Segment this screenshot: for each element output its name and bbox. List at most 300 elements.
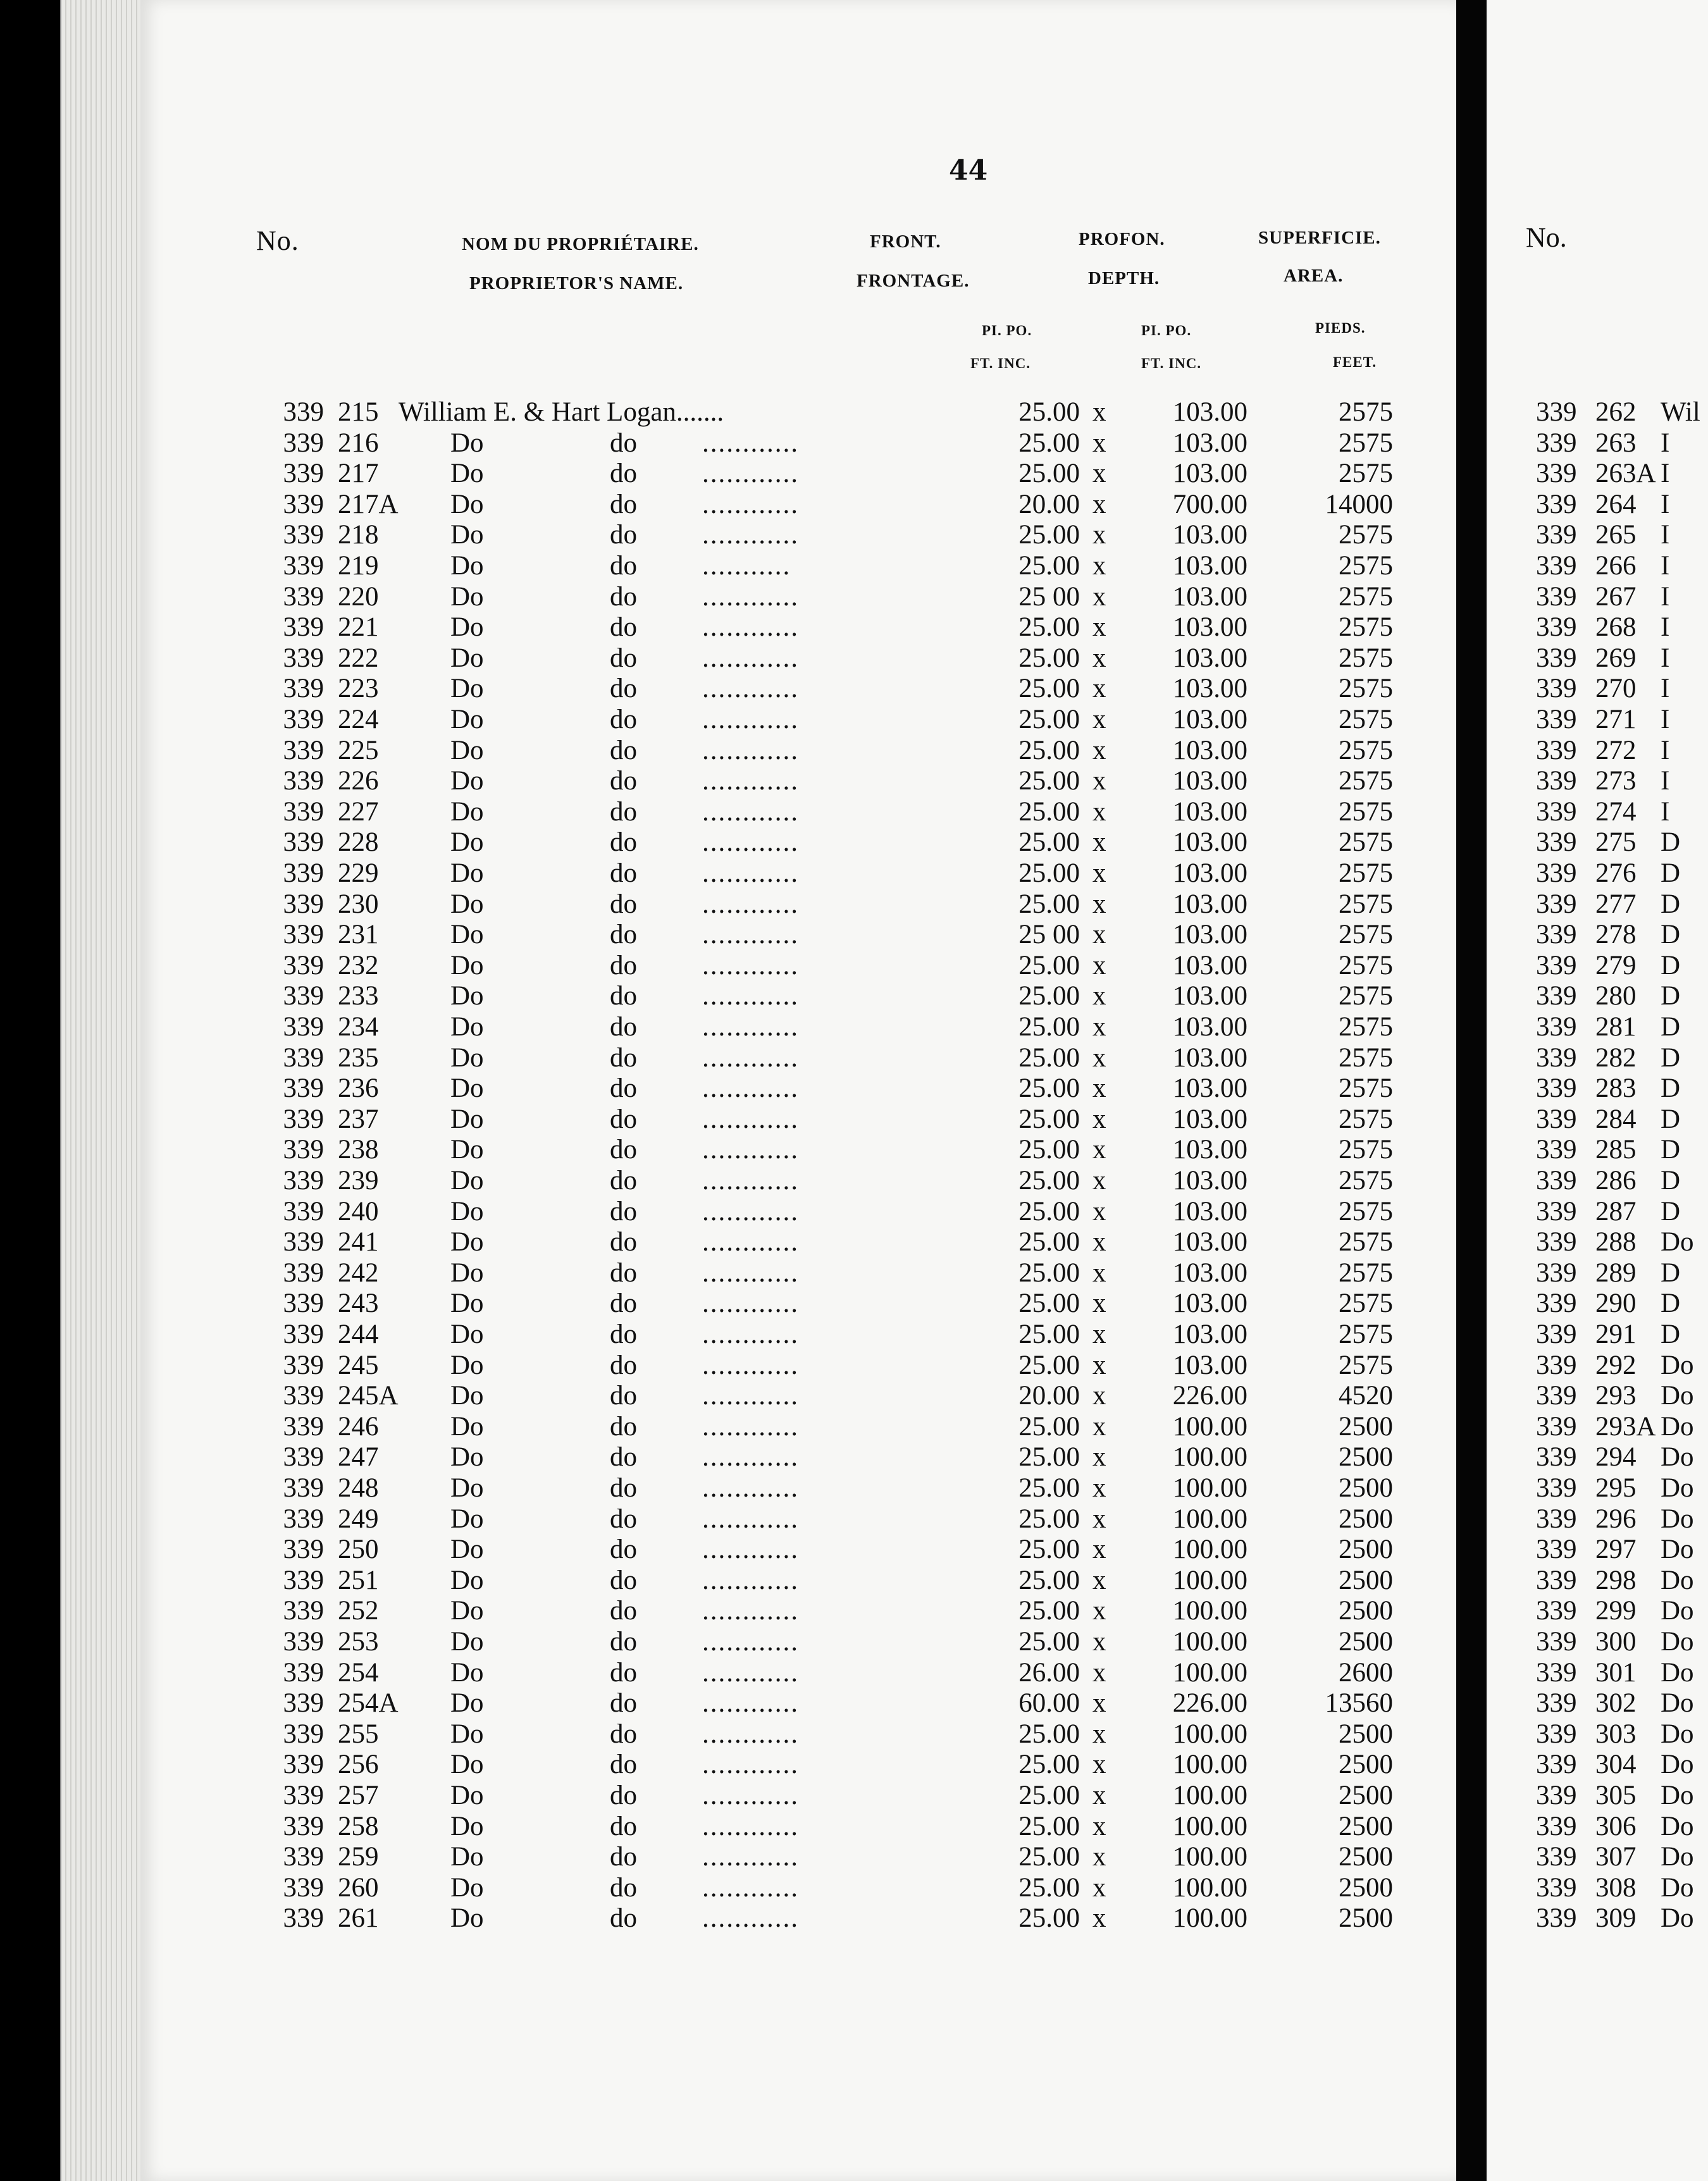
lot-number: 339: [283, 520, 324, 550]
area-value: 2600: [1339, 1658, 1393, 1688]
lot-number: 339: [283, 705, 324, 734]
table-row: [140, 675, 1456, 703]
area-value: 2500: [1339, 1596, 1393, 1626]
ditto-mark: do: [610, 858, 637, 888]
lot-number: 339: [283, 1596, 324, 1626]
proprietor-name: D: [1661, 827, 1681, 857]
ditto-name: Do: [450, 1812, 484, 1841]
lot-number: 339: [283, 643, 324, 673]
sub-lot-number: 238: [338, 1135, 379, 1165]
area-value: 2575: [1339, 459, 1393, 488]
leader-dots: ............: [702, 951, 799, 980]
lot-number: 339: [1536, 1073, 1577, 1103]
sub-lot-number: 302: [1595, 1688, 1637, 1718]
ditto-name: Do: [450, 1535, 484, 1564]
lot-number: 339: [283, 1442, 324, 1472]
leader-dots: ............: [702, 1197, 799, 1226]
lot-number: 339: [283, 1166, 324, 1196]
frontage-value: 25.00: [1018, 1012, 1080, 1042]
leader-dots: ............: [702, 1750, 799, 1779]
ditto-name: Do: [450, 1412, 484, 1442]
area-value: 2575: [1339, 797, 1393, 827]
proprietor-name: D: [1661, 1043, 1681, 1073]
table-row: [140, 429, 1456, 457]
times-sign: x: [1092, 736, 1106, 765]
lot-number: 339: [283, 1197, 324, 1226]
proprietor-name: D: [1661, 1166, 1681, 1196]
sub-lot-number: 290: [1595, 1288, 1637, 1318]
ditto-mark: do: [610, 951, 637, 980]
header-depth-en: DEPTH.: [1088, 268, 1160, 288]
depth-value: 103.00: [1172, 766, 1247, 796]
frontage-value: 25.00: [1018, 1596, 1080, 1626]
times-sign: x: [1092, 1750, 1106, 1779]
lot-number: 339: [1536, 643, 1577, 673]
ditto-name: Do: [450, 490, 484, 519]
area-value: 2575: [1339, 1227, 1393, 1257]
table-row: [140, 521, 1456, 549]
proprietor-name: D: [1661, 981, 1681, 1011]
ditto-mark: do: [610, 459, 637, 488]
area-value: 2500: [1339, 1781, 1393, 1810]
lot-number: 339: [1536, 951, 1577, 980]
left-page: [140, 0, 1456, 2181]
ditto-name: Do: [450, 1012, 484, 1042]
ditto-name: Do: [450, 920, 484, 949]
frontage-value: 25.00: [1018, 1442, 1080, 1472]
sub-lot-number: 263A: [1595, 459, 1656, 488]
sub-lot-number: 278: [1595, 920, 1637, 949]
depth-value: 100.00: [1172, 1627, 1247, 1657]
sub-lot-number: 277: [1595, 889, 1637, 919]
sub-lot-number: 270: [1595, 674, 1637, 703]
ditto-mark: do: [610, 797, 637, 827]
lot-number: 339: [283, 1873, 324, 1903]
book-gutter: [1456, 0, 1487, 2181]
sub-lot-number: 227: [338, 797, 379, 827]
times-sign: x: [1092, 827, 1106, 857]
proprietor-name: Do: [1661, 1658, 1694, 1688]
leader-dots: ............: [702, 1719, 799, 1749]
table-row: [140, 1567, 1456, 1595]
proprietor-name: D: [1661, 1135, 1681, 1165]
lot-number: 339: [283, 920, 324, 949]
table-row: [140, 952, 1456, 980]
depth-value: 103.00: [1172, 797, 1247, 827]
sub-lot-number: 220: [338, 582, 379, 612]
times-sign: x: [1092, 674, 1106, 703]
ditto-name: Do: [450, 1627, 484, 1657]
ditto-mark: do: [610, 1227, 637, 1257]
table-row: [140, 767, 1456, 795]
leader-dots: ............: [702, 920, 799, 949]
times-sign: x: [1092, 1135, 1106, 1165]
ditto-mark: do: [610, 1319, 637, 1349]
leader-dots: ............: [702, 1627, 799, 1657]
leader-dots: ............: [702, 1596, 799, 1626]
lot-number: 339: [283, 1135, 324, 1165]
sub-lot-number: 225: [338, 736, 379, 765]
proprietor-name: Do: [1661, 1473, 1694, 1503]
table-row: [140, 891, 1456, 918]
lot-number: 339: [1536, 1658, 1577, 1688]
proprietor-name: Do: [1661, 1750, 1694, 1779]
frontage-value: 25.00: [1018, 736, 1080, 765]
proprietor-name: Do: [1661, 1873, 1694, 1903]
sub-lot-number: 268: [1595, 612, 1637, 642]
ditto-mark: do: [610, 1258, 637, 1288]
proprietor-name: I: [1661, 612, 1670, 642]
lot-number: 339: [1536, 1473, 1577, 1503]
proprietor-name: D: [1661, 1258, 1681, 1288]
ditto-name: Do: [450, 1166, 484, 1196]
header-area-units-fr: PIEDS.: [1315, 320, 1366, 336]
lot-number: 339: [1536, 1104, 1577, 1134]
lot-number: 339: [1536, 1688, 1577, 1718]
depth-value: 100.00: [1172, 1750, 1247, 1779]
frontage-value: 25.00: [1018, 705, 1080, 734]
proprietor-name: Do: [1661, 1719, 1694, 1749]
sub-lot-number: 239: [338, 1166, 379, 1196]
frontage-value: 25.00: [1018, 1842, 1080, 1872]
area-value: 2575: [1339, 674, 1393, 703]
header-depth-units-en: FT. INC.: [1141, 355, 1202, 371]
sub-lot-number: 216: [338, 428, 379, 458]
frontage-value: 25.00: [1018, 428, 1080, 458]
table-row: [140, 399, 1456, 426]
depth-value: 103.00: [1172, 1043, 1247, 1073]
area-value: 2575: [1339, 612, 1393, 642]
lot-number: 339: [1536, 1381, 1577, 1411]
frontage-value: 25.00: [1018, 1504, 1080, 1534]
table-row: [140, 1136, 1456, 1164]
frontage-value: 25.00: [1018, 1288, 1080, 1318]
area-value: 2575: [1339, 1043, 1393, 1073]
times-sign: x: [1092, 1903, 1106, 1933]
sub-lot-number: 217A: [338, 490, 399, 519]
lot-number: 339: [1536, 1504, 1577, 1534]
depth-value: 103.00: [1172, 827, 1247, 857]
frontage-value: 25.00: [1018, 1227, 1080, 1257]
leader-dots: ............: [702, 1166, 799, 1196]
frontage-value: 25.00: [1018, 551, 1080, 581]
lot-number: 339: [283, 1812, 324, 1841]
sub-lot-number: 252: [338, 1596, 379, 1626]
sub-lot-number: 271: [1595, 705, 1637, 734]
ditto-name: Do: [450, 1043, 484, 1073]
leader-dots: ............: [702, 858, 799, 888]
frontage-value: 60.00: [1018, 1688, 1080, 1718]
times-sign: x: [1092, 1442, 1106, 1472]
table-row: [140, 1382, 1456, 1410]
leader-dots: ............: [702, 1135, 799, 1165]
lot-number: 339: [1536, 674, 1577, 703]
lot-number: 339: [1536, 459, 1577, 488]
sub-lot-number: 273: [1595, 766, 1637, 796]
ditto-mark: do: [610, 1412, 637, 1442]
leader-dots: ............: [702, 1473, 799, 1503]
lot-number: 339: [1536, 920, 1577, 949]
sub-lot-number: 267: [1595, 582, 1637, 612]
sub-lot-number: 309: [1595, 1903, 1637, 1933]
leader-dots: ............: [702, 1104, 799, 1134]
depth-value: 100.00: [1172, 1781, 1247, 1810]
ditto-mark: do: [610, 705, 637, 734]
table-row: [140, 706, 1456, 734]
frontage-value: 25.00: [1018, 951, 1080, 980]
lot-number: 339: [1536, 551, 1577, 581]
ditto-mark: do: [610, 1166, 637, 1196]
ditto-name: Do: [450, 551, 484, 581]
frontage-value: 25.00: [1018, 643, 1080, 673]
table-row: [140, 1536, 1456, 1564]
table-row: [140, 1443, 1456, 1471]
leader-dots: ............: [702, 1012, 799, 1042]
area-value: 2575: [1339, 582, 1393, 612]
ditto-mark: do: [610, 1288, 637, 1318]
lot-number: 339: [1536, 1535, 1577, 1564]
sub-lot-number: 232: [338, 951, 379, 980]
sub-lot-number: 228: [338, 827, 379, 857]
ditto-mark: do: [610, 520, 637, 550]
sub-lot-number: 282: [1595, 1043, 1637, 1073]
area-value: 2575: [1339, 428, 1393, 458]
leader-dots: ............: [702, 612, 799, 642]
sub-lot-number: 293A: [1595, 1412, 1656, 1442]
sub-lot-number: 296: [1595, 1504, 1637, 1534]
ditto-name: Do: [450, 951, 484, 980]
lot-number: 339: [283, 1381, 324, 1411]
sub-lot-number: 304: [1595, 1750, 1637, 1779]
proprietor-name: Do: [1661, 1781, 1694, 1810]
times-sign: x: [1092, 1473, 1106, 1503]
ditto-mark: do: [610, 1104, 637, 1134]
frontage-value: 25.00: [1018, 1104, 1080, 1134]
ditto-mark: do: [610, 1566, 637, 1595]
sub-lot-number: 295: [1595, 1473, 1637, 1503]
leader-dots: ............: [702, 1812, 799, 1841]
sub-lot-number: 275: [1595, 827, 1637, 857]
proprietor-name: I: [1661, 459, 1670, 488]
header-front-en: FRONTAGE.: [857, 271, 970, 291]
table-row: [140, 1659, 1456, 1687]
ditto-name: Do: [450, 1719, 484, 1749]
ditto-mark: do: [610, 1535, 637, 1564]
frontage-value: 25.00: [1018, 766, 1080, 796]
leader-dots: ............: [702, 889, 799, 919]
proprietor-name: Wil: [1661, 397, 1700, 427]
lot-number: 339: [1536, 397, 1577, 427]
lot-number: 339: [283, 1227, 324, 1257]
lot-number: 339: [1536, 1812, 1577, 1841]
times-sign: x: [1092, 797, 1106, 827]
ditto-mark: do: [610, 1043, 637, 1073]
header-no: No.: [256, 225, 299, 256]
depth-value: 103.00: [1172, 705, 1247, 734]
proprietor-name: Do: [1661, 1903, 1694, 1933]
sub-lot-number: 246: [338, 1412, 379, 1442]
table-row: [140, 460, 1456, 488]
depth-value: 103.00: [1172, 612, 1247, 642]
proprietor-name: I: [1661, 705, 1670, 734]
frontage-value: 25.00: [1018, 612, 1080, 642]
depth-value: 103.00: [1172, 1166, 1247, 1196]
area-value: 2575: [1339, 1319, 1393, 1349]
ditto-name: Do: [450, 1750, 484, 1779]
proprietor-name: Do: [1661, 1442, 1694, 1472]
frontage-value: 25.00: [1018, 1566, 1080, 1595]
ditto-name: Do: [450, 1135, 484, 1165]
header-area-fr: SUPERFICIE.: [1258, 228, 1381, 248]
ditto-mark: do: [610, 428, 637, 458]
times-sign: x: [1092, 1104, 1106, 1134]
sub-lot-number: 266: [1595, 551, 1637, 581]
lot-number: 339: [1536, 736, 1577, 765]
area-value: 2500: [1339, 1504, 1393, 1534]
table-row: [140, 1413, 1456, 1441]
sub-lot-number: 245: [338, 1350, 379, 1380]
table-row: [140, 1813, 1456, 1841]
area-value: 2575: [1339, 1104, 1393, 1134]
table-row: [140, 1782, 1456, 1810]
leader-dots: ............: [702, 1535, 799, 1564]
area-value: 2575: [1339, 1012, 1393, 1042]
proprietor-name: Do: [1661, 1350, 1694, 1380]
lot-number: 339: [283, 1073, 324, 1103]
depth-value: 103.00: [1172, 459, 1247, 488]
header-name-en: PROPRIETOR'S NAME.: [469, 273, 684, 293]
ditto-mark: do: [610, 1873, 637, 1903]
leader-dots: ............: [702, 1350, 799, 1380]
area-value: 2500: [1339, 1627, 1393, 1657]
ditto-name: Do: [450, 889, 484, 919]
frontage-value: 26.00: [1018, 1658, 1080, 1688]
sub-lot-number: 249: [338, 1504, 379, 1534]
frontage-value: 25.00: [1018, 1750, 1080, 1779]
sub-lot-number: 257: [338, 1781, 379, 1810]
times-sign: x: [1092, 1350, 1106, 1380]
proprietor-name: Do: [1661, 1842, 1694, 1872]
ditto-name: Do: [450, 827, 484, 857]
lot-number: 339: [1536, 1903, 1577, 1933]
table-row: [140, 1321, 1456, 1349]
area-value: 2575: [1339, 1197, 1393, 1226]
sub-lot-number: 281: [1595, 1012, 1637, 1042]
frontage-value: 25.00: [1018, 1781, 1080, 1810]
lot-number: 339: [283, 1104, 324, 1134]
sub-lot-number: 219: [338, 551, 379, 581]
leader-dots: ............: [702, 705, 799, 734]
sub-lot-number: 234: [338, 1012, 379, 1042]
depth-value: 103.00: [1172, 858, 1247, 888]
frontage-value: 25.00: [1018, 981, 1080, 1011]
right-page: [1487, 0, 1708, 2181]
depth-value: 100.00: [1172, 1842, 1247, 1872]
proprietor-name: Do: [1661, 1566, 1694, 1595]
frontage-value: 25.00: [1018, 1197, 1080, 1226]
lot-number: 339: [1536, 1873, 1577, 1903]
depth-value: 103.00: [1172, 736, 1247, 765]
times-sign: x: [1092, 643, 1106, 673]
lot-number: 339: [283, 766, 324, 796]
proprietor-name: I: [1661, 490, 1670, 519]
ditto-name: Do: [450, 981, 484, 1011]
ditto-name: Do: [450, 1319, 484, 1349]
frontage-value: 25 00: [1018, 582, 1080, 612]
table-row: [140, 1167, 1456, 1195]
lot-number: 339: [1536, 1258, 1577, 1288]
frontage-value: 25.00: [1018, 889, 1080, 919]
frontage-value: 25.00: [1018, 1319, 1080, 1349]
leader-dots: ............: [702, 1381, 799, 1411]
times-sign: x: [1092, 1288, 1106, 1318]
depth-value: 100.00: [1172, 1719, 1247, 1749]
sub-lot-number: 250: [338, 1535, 379, 1564]
sub-lot-number: 261: [338, 1903, 379, 1933]
ditto-name: Do: [450, 1688, 484, 1718]
area-value: 2575: [1339, 520, 1393, 550]
table-row: [140, 645, 1456, 672]
ditto-name: Do: [450, 643, 484, 673]
ditto-name: Do: [450, 1873, 484, 1903]
sub-lot-number: 305: [1595, 1781, 1637, 1810]
leader-dots: ............: [702, 428, 799, 458]
proprietor-name: Do: [1661, 1688, 1694, 1718]
lot-number: 339: [283, 1288, 324, 1318]
times-sign: x: [1092, 1842, 1106, 1872]
leader-dots: ............: [702, 1903, 799, 1933]
ditto-name: Do: [450, 766, 484, 796]
leader-dots: ............: [702, 490, 799, 519]
ditto-name: Do: [450, 1504, 484, 1534]
lot-number: 339: [283, 1719, 324, 1749]
table-row: [140, 1474, 1456, 1502]
sub-lot-number: 235: [338, 1043, 379, 1073]
sub-lot-number: 254A: [338, 1688, 399, 1718]
sub-lot-number: 292: [1595, 1350, 1637, 1380]
sub-lot-number: 293: [1595, 1381, 1637, 1411]
lot-number: 339: [283, 612, 324, 642]
depth-value: 103.00: [1172, 520, 1247, 550]
times-sign: x: [1092, 1412, 1106, 1442]
depth-value: 103.00: [1172, 1012, 1247, 1042]
ditto-name: Do: [450, 705, 484, 734]
lot-number: 339: [283, 1781, 324, 1810]
area-value: 2500: [1339, 1842, 1393, 1872]
depth-value: 103.00: [1172, 551, 1247, 581]
leader-dots: ............: [702, 981, 799, 1011]
ditto-name: Do: [450, 1381, 484, 1411]
depth-value: 103.00: [1172, 674, 1247, 703]
lot-number: 339: [283, 827, 324, 857]
lot-number: 339: [283, 951, 324, 980]
times-sign: x: [1092, 1688, 1106, 1718]
proprietor-name: I: [1661, 643, 1670, 673]
table-row: [140, 491, 1456, 519]
lot-number: 339: [283, 1658, 324, 1688]
sub-lot-number: 251: [338, 1566, 379, 1595]
depth-value: 103.00: [1172, 889, 1247, 919]
lot-number: 339: [1536, 1350, 1577, 1380]
table-row: [140, 1874, 1456, 1902]
area-value: 2575: [1339, 981, 1393, 1011]
header-front-fr: FRONT.: [870, 232, 941, 252]
ditto-mark: do: [610, 551, 637, 581]
lot-number: 339: [1536, 1043, 1577, 1073]
sub-lot-number: 215: [338, 397, 379, 427]
table-row: [140, 1721, 1456, 1748]
sub-lot-number: 285: [1595, 1135, 1637, 1165]
